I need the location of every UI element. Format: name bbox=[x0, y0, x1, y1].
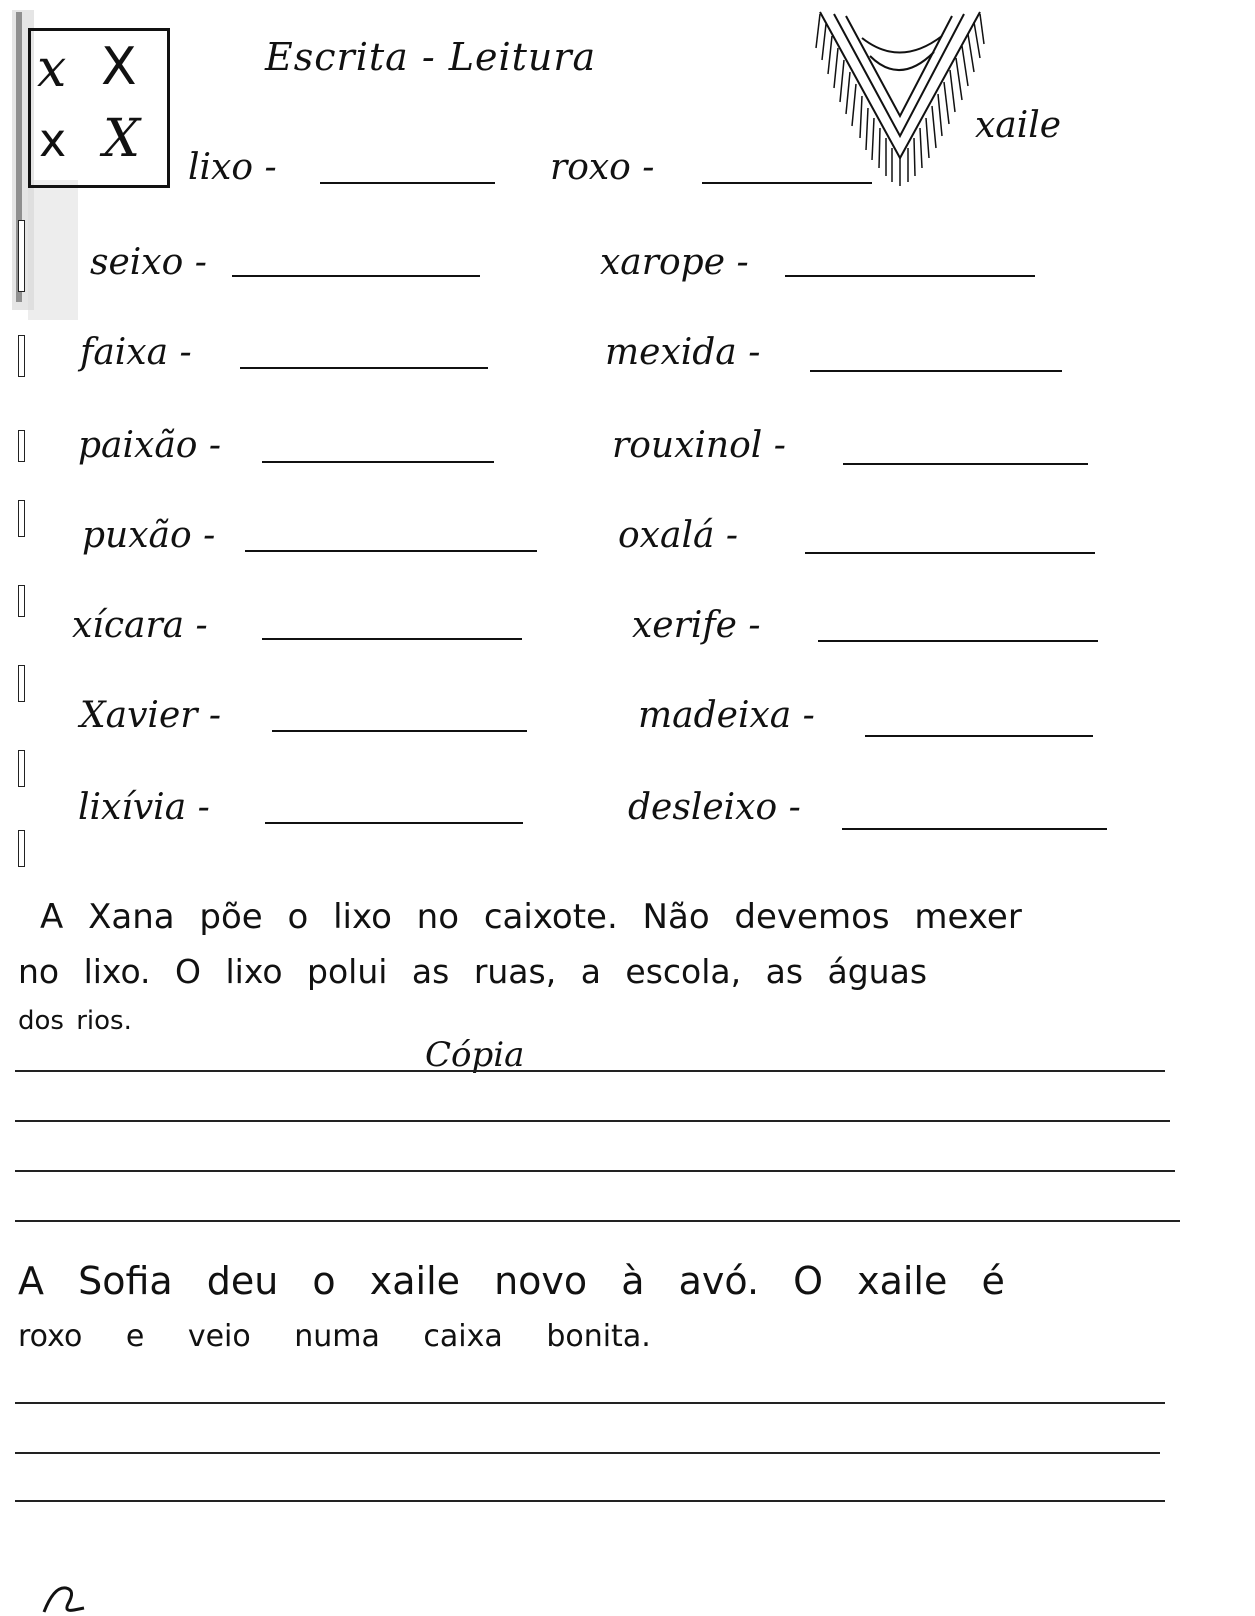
word-item: puxão - bbox=[82, 515, 216, 556]
word-item: desleixo - bbox=[628, 787, 801, 828]
answer-line[interactable] bbox=[843, 463, 1088, 465]
binding-bar bbox=[18, 830, 25, 867]
answer-line[interactable] bbox=[842, 828, 1107, 830]
copy-line[interactable] bbox=[15, 1070, 1165, 1072]
answer-line[interactable] bbox=[265, 822, 523, 824]
answer-line[interactable] bbox=[262, 638, 522, 640]
word-item: rouxinol - bbox=[612, 425, 786, 466]
binding-bar bbox=[18, 750, 25, 787]
copy-label: Cópia bbox=[425, 1035, 525, 1075]
answer-line[interactable] bbox=[702, 182, 872, 184]
word-item: paixão - bbox=[78, 425, 222, 466]
answer-line[interactable] bbox=[272, 730, 527, 732]
letter-box bbox=[28, 28, 170, 188]
binding-bar bbox=[18, 665, 25, 702]
word-item: xarope - bbox=[600, 242, 749, 283]
letter-cursive-lower: x bbox=[37, 39, 67, 99]
word-item: seixo - bbox=[90, 242, 207, 283]
binding-bar bbox=[18, 220, 25, 292]
answer-line[interactable] bbox=[865, 735, 1093, 737]
binding-bar bbox=[18, 500, 25, 537]
reading-text-1-line-3: dos rios. bbox=[18, 1006, 132, 1036]
letter-cursive-upper: X bbox=[103, 109, 141, 169]
shawl-icon bbox=[812, 8, 987, 188]
answer-line[interactable] bbox=[805, 552, 1095, 554]
shawl-illustration bbox=[812, 8, 987, 188]
word-item: madeixa - bbox=[638, 695, 815, 736]
cut-off-handwriting-mark bbox=[40, 1582, 110, 1616]
answer-line[interactable] bbox=[232, 275, 480, 277]
page-title: Escrita - Leitura bbox=[265, 35, 597, 79]
copy-line[interactable] bbox=[15, 1452, 1160, 1454]
answer-line[interactable] bbox=[320, 182, 495, 184]
word-item: lixívia - bbox=[78, 787, 210, 828]
copy-line[interactable] bbox=[15, 1120, 1170, 1122]
reading-text-1-line-1: A Xana põe o lixo no caixote. Não devemos mexer bbox=[40, 897, 1022, 937]
word-item: faixa - bbox=[80, 332, 192, 373]
binding-bar bbox=[18, 430, 25, 462]
word-item: xícara - bbox=[72, 605, 208, 646]
answer-line[interactable] bbox=[818, 640, 1098, 642]
copy-line[interactable] bbox=[15, 1220, 1180, 1222]
answer-line[interactable] bbox=[245, 550, 537, 552]
binding-bar bbox=[18, 335, 25, 377]
word-item: oxalá - bbox=[618, 515, 739, 556]
reading-text-2-line-2: roxo e veio numa caixa bonita. bbox=[18, 1319, 651, 1354]
shawl-label: xaile bbox=[975, 105, 1062, 146]
word-item: Xavier - bbox=[80, 695, 222, 736]
answer-line[interactable] bbox=[262, 461, 494, 463]
copy-line[interactable] bbox=[15, 1170, 1175, 1172]
answer-line[interactable] bbox=[810, 370, 1062, 372]
word-item: xerife - bbox=[632, 605, 761, 646]
answer-line[interactable] bbox=[240, 367, 488, 369]
word-item: lixo - bbox=[188, 147, 277, 188]
reading-text-1-line-2: no lixo. O lixo polui as ruas, a escola, as águas bbox=[18, 952, 928, 991]
word-item: mexida - bbox=[605, 332, 761, 373]
letter-print-upper: X bbox=[101, 37, 137, 97]
answer-line[interactable] bbox=[785, 275, 1035, 277]
letter-print-lower: x bbox=[39, 113, 67, 167]
word-item: roxo - bbox=[550, 147, 655, 188]
copy-line[interactable] bbox=[15, 1402, 1165, 1404]
copy-line[interactable] bbox=[15, 1500, 1165, 1502]
binding-bar bbox=[18, 585, 25, 617]
reading-text-2-line-1: A Sofia deu o xaile novo à avó. O xaile é bbox=[18, 1259, 1005, 1303]
